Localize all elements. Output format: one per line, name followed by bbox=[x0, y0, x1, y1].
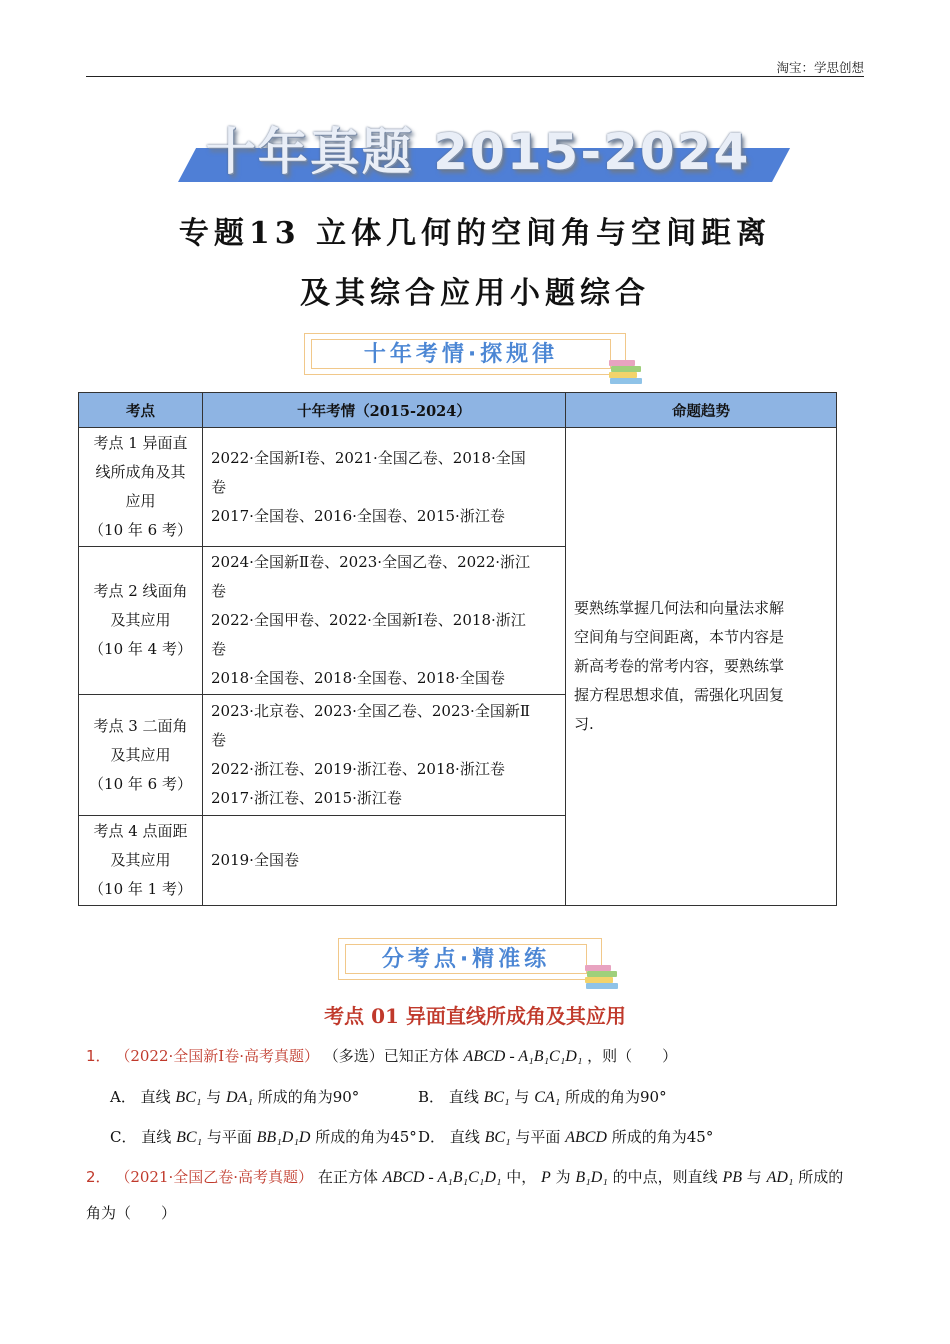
option-label: A． bbox=[110, 1088, 136, 1106]
option-label: C． bbox=[110, 1128, 137, 1146]
option-text: 与 bbox=[514, 1088, 530, 1106]
header-trend: 命题趋势 bbox=[566, 393, 837, 428]
question-text: （多选）已知正方体 bbox=[323, 1047, 459, 1065]
math-line: AD₁ bbox=[766, 1169, 794, 1186]
question-source: （2022·全国新Ⅰ卷·高考真题） bbox=[115, 1047, 319, 1065]
question-number: 1． bbox=[86, 1047, 111, 1065]
topic-cell bbox=[79, 547, 203, 695]
history-cell bbox=[203, 547, 566, 695]
cell-line: 卷 bbox=[211, 640, 227, 658]
title-banner bbox=[178, 110, 772, 186]
option-text: 所成的角为90° bbox=[257, 1088, 360, 1106]
cell-line: 考点 1 异面直 bbox=[93, 434, 188, 452]
math-line: CA₁ bbox=[534, 1089, 561, 1106]
page-header bbox=[86, 58, 864, 77]
math-plane: ABCD bbox=[565, 1129, 607, 1146]
math-line: BC₁ bbox=[484, 1129, 511, 1146]
cell-line: 2019·全国卷 bbox=[211, 851, 299, 869]
cell-line: 2022·全国甲卷、2022·全国新Ⅰ卷、2018·浙江 bbox=[211, 611, 526, 629]
history-cell bbox=[203, 428, 566, 547]
books-icon bbox=[609, 360, 643, 384]
option-b[interactable] bbox=[418, 1086, 667, 1107]
option-a[interactable] bbox=[110, 1086, 359, 1107]
cell-line: 考点 4 点面距 bbox=[93, 822, 188, 840]
cell-line: 及其应用 bbox=[110, 611, 171, 629]
math-line: DA₁ bbox=[226, 1089, 253, 1106]
cell-line: 考点 2 线面角 bbox=[93, 582, 188, 600]
option-text: 直线 bbox=[449, 1128, 480, 1146]
cell-line: 卷 bbox=[211, 477, 227, 496]
question-text: 与 bbox=[746, 1168, 762, 1186]
cell-line: 握方程思想求值，需强化巩固复 bbox=[574, 686, 785, 704]
practice-tag-label: 分考点·精准练 bbox=[345, 944, 587, 974]
topic-cell bbox=[79, 816, 203, 906]
header-history: 十年考情（2015-2024） bbox=[203, 393, 566, 428]
question-text: 中， bbox=[506, 1168, 537, 1186]
math-cube: ABCD - A₁B₁C₁D₁ bbox=[463, 1048, 583, 1065]
option-text: 直线 bbox=[448, 1088, 479, 1106]
question-text: 为 bbox=[555, 1168, 571, 1186]
cell-line: 考点 3 二面角 bbox=[93, 716, 188, 735]
question-2-stem-line2: 角为（ ） bbox=[86, 1204, 177, 1222]
cell-line: 2022·全国新Ⅰ卷、2021·全国乙卷、2018·全国 bbox=[211, 448, 526, 467]
question-number: 2． bbox=[86, 1168, 111, 1186]
cell-line: 空间角与空间距离，本节内容是 bbox=[574, 628, 785, 646]
question-text: ，则（ ） bbox=[587, 1047, 678, 1065]
math-plane: BB₁D₁D bbox=[256, 1129, 311, 1146]
option-text: 直线 bbox=[141, 1128, 172, 1146]
option-c[interactable] bbox=[110, 1126, 417, 1147]
option-label: D． bbox=[418, 1128, 446, 1146]
books-icon bbox=[585, 965, 619, 989]
cell-line: （10 年 4 考） bbox=[89, 640, 192, 658]
header-right-text: 淘宝：学思创想 bbox=[776, 60, 864, 75]
section-title: 考点 01 异面直线所成角及其应用 bbox=[324, 1004, 626, 1028]
question-2-stem bbox=[86, 1166, 856, 1189]
question-text: 所成的 bbox=[798, 1168, 844, 1186]
table-header-row bbox=[79, 393, 837, 428]
topic-cell bbox=[79, 695, 203, 816]
math-line: BC₁ bbox=[483, 1089, 510, 1106]
exam-overview-table bbox=[78, 392, 837, 906]
document-title-line2: 及其综合应用小题综合 bbox=[300, 276, 650, 311]
option-d[interactable] bbox=[418, 1126, 713, 1147]
cell-line: 卷 bbox=[211, 731, 227, 749]
header-topic: 考点 bbox=[79, 393, 203, 428]
cell-line: （10 年 1 考） bbox=[89, 880, 192, 898]
overview-tag-label: 十年考情·探规律 bbox=[311, 339, 611, 369]
math-line: BC₁ bbox=[175, 1089, 202, 1106]
option-text: 与平面 bbox=[206, 1128, 252, 1146]
practice-tag bbox=[338, 938, 602, 980]
option-text: 所成的角为45° bbox=[315, 1128, 417, 1146]
cell-line: 应用 bbox=[125, 492, 156, 510]
banner-text: 十年真题 2015-2024 bbox=[205, 123, 751, 181]
overview-tag bbox=[304, 333, 626, 375]
question-source: （2021·全国乙卷·高考真题） bbox=[115, 1168, 314, 1186]
history-cell bbox=[203, 816, 566, 906]
option-text: 直线 bbox=[140, 1088, 171, 1106]
option-label: B． bbox=[418, 1088, 445, 1106]
cell-line: 及其应用 bbox=[110, 745, 171, 764]
topic-cell bbox=[79, 428, 203, 547]
math-segment: B₁D₁ bbox=[575, 1169, 608, 1186]
cell-line: 要熟练掌握几何法和向量法求解 bbox=[574, 599, 785, 617]
question-1-stem bbox=[86, 1045, 677, 1068]
cell-line: 2018·全国卷、2018·全国卷、2018·全国卷 bbox=[211, 669, 505, 687]
document-title-line1: 专题13 立体几何的空间角与空间距离 bbox=[178, 216, 772, 251]
option-text: 所成的角为90° bbox=[565, 1088, 667, 1106]
cell-line: （10 年 6 考） bbox=[89, 521, 192, 539]
history-cell bbox=[203, 695, 566, 816]
question-text: 在正方体 bbox=[317, 1168, 378, 1186]
cell-line: 卷 bbox=[211, 582, 227, 600]
cell-line: 2022·浙江卷、2019·浙江卷、2018·浙江卷 bbox=[211, 760, 505, 778]
cell-line: 及其应用 bbox=[110, 851, 171, 869]
table-row bbox=[79, 428, 837, 547]
trend-cell bbox=[566, 428, 837, 906]
cell-line: 线所成角及其 bbox=[95, 463, 186, 481]
cell-line: 习. bbox=[574, 715, 594, 733]
option-text: 与平面 bbox=[515, 1128, 561, 1146]
math-line: PB bbox=[722, 1169, 742, 1186]
cell-line: 2024·全国新Ⅱ卷、2023·全国乙卷、2022·浙江 bbox=[211, 553, 531, 571]
question-text: 的中点，则直线 bbox=[612, 1168, 718, 1186]
cell-line: 2023·北京卷、2023·全国乙卷、2023·全国新Ⅱ bbox=[211, 702, 531, 720]
cell-line: （10 年 6 考） bbox=[89, 774, 192, 793]
math-cube: ABCD - A₁B₁C₁D₁ bbox=[382, 1169, 502, 1186]
option-text: 与 bbox=[206, 1088, 222, 1106]
cell-line: 新高考卷的常考内容，要熟练掌 bbox=[574, 657, 785, 675]
math-line: BC₁ bbox=[176, 1129, 203, 1146]
cell-line: 2017·浙江卷、2015·浙江卷 bbox=[211, 789, 402, 807]
option-text: 所成的角为45° bbox=[611, 1128, 714, 1146]
math-point: P bbox=[541, 1169, 551, 1186]
cell-line: 2017·全国卷、2016·全国卷、2015·浙江卷 bbox=[211, 506, 505, 525]
